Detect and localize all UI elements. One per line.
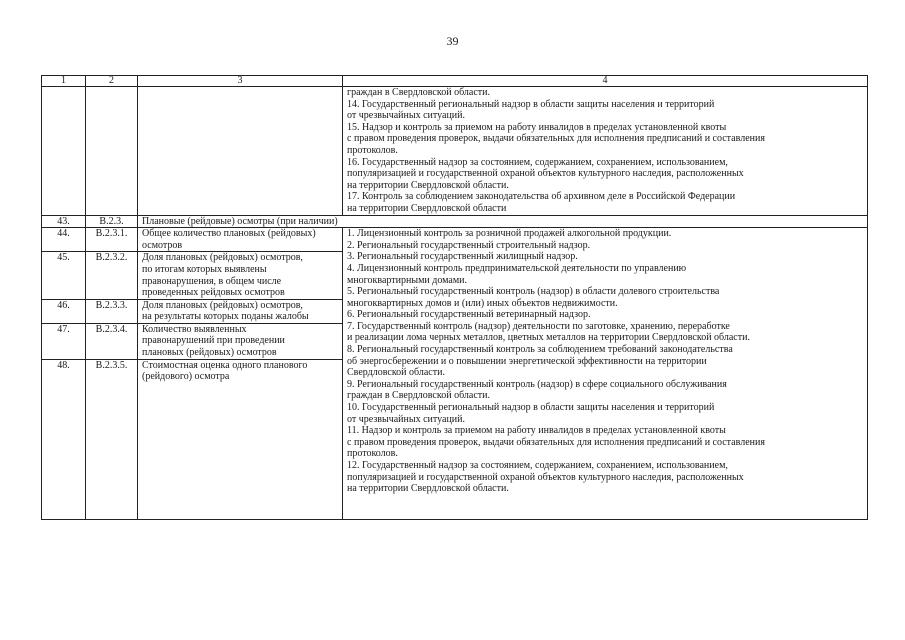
text-line: осмотров [142, 239, 183, 251]
list-item: протоколов. [347, 448, 398, 460]
list-item: об энергосбережении и о повышении энергетической эффективности на территории [347, 355, 707, 367]
header-col-2: 2 [86, 76, 138, 87]
text-line: популяризацией и государственной охраной объектов культурного наследия, расположенных [347, 168, 744, 180]
text-line: Стоимостная оценка одного планового [142, 359, 308, 371]
header-col-4: 4 [343, 76, 868, 87]
document-table [41, 75, 868, 520]
text-line: на территории Свердловской области [347, 202, 507, 214]
row-code: В.2.3.2. [86, 252, 138, 299]
indicator-name [138, 323, 343, 359]
text-line: протоколов. [347, 144, 398, 156]
list-item: Свердловской области. [347, 367, 445, 379]
text-line: правонарушений при проведении [142, 335, 285, 347]
text-line: Общее количество плановых (рейдовых) [142, 228, 316, 240]
text-line: 16. Государственный надзор за состоянием, содержанием, сохранением, использованием, [347, 156, 728, 168]
continuation-cell [343, 87, 868, 216]
page-number: 39 [446, 34, 459, 48]
list-item: 12. Государственный надзор за состоянием, содержанием, сохранением, использованием, [347, 460, 728, 471]
row-number: 46. [42, 299, 86, 323]
header-col-1: 1 [42, 76, 86, 87]
text-line: Доля плановых (рейдовых) осмотров, [142, 299, 303, 311]
indicator-name [138, 299, 343, 323]
row-number: 45. [42, 252, 86, 299]
text-line: от чрезвычайных ситуаций. [347, 110, 465, 122]
list-item: от чрезвычайных ситуаций. [347, 413, 465, 425]
list-item: и реализации лома черных металлов, цветных металлов на территории Свердловской области. [347, 332, 750, 344]
text-line: Количество выявленных [142, 323, 247, 335]
text-line: граждан в Свердловской области. [347, 87, 490, 98]
list-item: 3. Региональный государственный жилищный надзор. [347, 251, 578, 263]
text-line: проведенных рейдовых осмотров [142, 287, 285, 299]
indicator-name [138, 228, 343, 252]
indicator-name [138, 252, 343, 299]
oversight-list-cell [343, 228, 868, 520]
table-row [42, 228, 868, 252]
text-line: Доля плановых (рейдовых) осмотров, [142, 252, 303, 264]
list-item: многоквартирных домов и (или) иных объектов недвижимости. [347, 297, 618, 309]
text-line: плановых (рейдовых) осмотров [142, 347, 277, 359]
row-number: 43. [42, 215, 86, 228]
row-code: В.2.3.3. [86, 299, 138, 323]
header-col-3: 3 [138, 76, 343, 87]
list-item: с правом проведения проверок, выдачи обязательных для исполнения предписаний и составления [347, 436, 765, 448]
list-item: на территории Свердловской области. [347, 483, 509, 495]
text-line: 17. Контроль за соблюдением законодательства об архивном деле в Российской Федерации [347, 191, 736, 203]
row-code: В.2.3.1. [86, 228, 138, 252]
table-header-row [42, 76, 868, 87]
section-title: Плановые (рейдовые) осмотры (при наличии) [138, 215, 868, 228]
list-item: граждан в Свердловской области. [347, 390, 490, 402]
text-line: на результаты которых поданы жалобы [142, 311, 309, 323]
row-code: В.2.3.5. [86, 359, 138, 519]
text-line: 14. Государственный региональный надзор в области защиты населения и территорий [347, 98, 715, 110]
section-row [42, 215, 868, 228]
text-line: по итогам которых выявлены [142, 263, 267, 275]
list-item: 9. Региональный государственный контроль (надзор) в сфере социального обслуживания [347, 378, 727, 390]
continuation-row [42, 87, 868, 216]
text-line: 15. Надзор и контроль за приемом на работу инвалидов в пределах установленной квоты [347, 121, 727, 133]
row-number: 47. [42, 323, 86, 359]
list-item: 5. Региональный государственный контроль (надзор) в области долевого строительства [347, 286, 720, 298]
indicator-name [138, 359, 343, 519]
row-number: 44. [42, 228, 86, 252]
text-line: правонарушения, в общем числе [142, 275, 282, 287]
text-line: с правом проведения проверок, выдачи обязательных для исполнения предписаний и составления [347, 133, 765, 145]
list-item: 2. Региональный государственный строительный надзор. [347, 239, 591, 251]
list-item: 6. Региональный государственный ветеринарный надзор. [347, 309, 591, 321]
row-number: 48. [42, 359, 86, 519]
list-item: 8. Региональный государственный контроль за соблюдением требований законодательства [347, 344, 733, 356]
list-item: многоквартирными домами. [347, 274, 468, 286]
text-line: (рейдового) осмотра [142, 371, 230, 383]
list-item: 7. Государственный контроль (надзор) деятельности по заготовке, хранению, переработке [347, 320, 730, 332]
list-item: популяризацией и государственной охраной объектов культурного наследия, расположенных [347, 471, 744, 483]
list-item: 11. Надзор и контроль за приемом на работу инвалидов в пределах установленной квоты [347, 425, 726, 437]
list-item: 4. Лицензионный контроль предпринимательской деятельности по управлению [347, 262, 687, 274]
text-line: на территории Свердловской области. [347, 179, 509, 191]
list-item: 1. Лицензионный контроль за розничной продажей алкогольной продукции. [347, 228, 672, 240]
row-code: В.2.3. [86, 215, 138, 228]
list-item: 10. Государственный региональный надзор в области защиты населения и территорий [347, 402, 715, 414]
row-code: В.2.3.4. [86, 323, 138, 359]
